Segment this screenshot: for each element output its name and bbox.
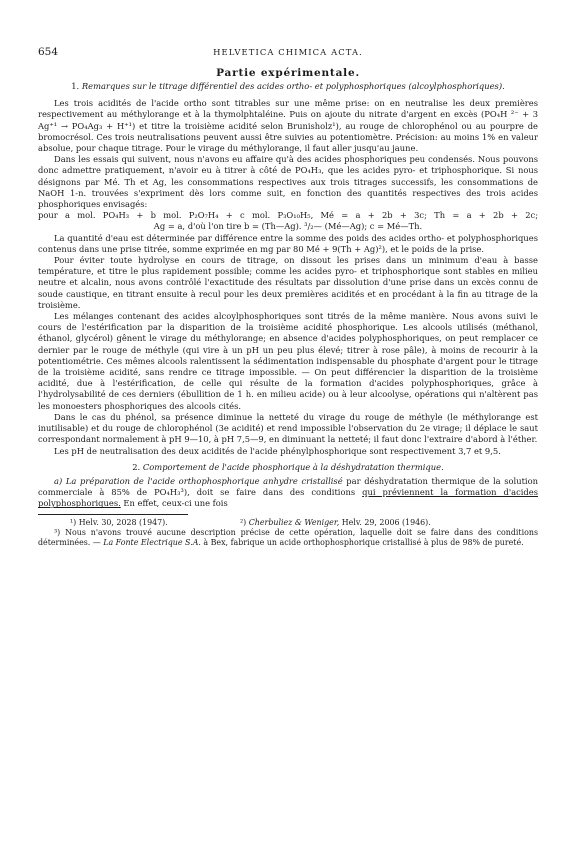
subsection-1-title: Remarques sur le titrage différentiel des acides ortho- et polyphosphoriques (alcoylphosphoriques). [81,81,505,91]
footnote-3-text-2: à Bex, fabrique un acide orthophosphorique cristallisé à plus de 98% de pureté. [203,538,524,548]
paragraph: Les mélanges contenant des acides alcoylphosphoriques sont titrés de la même manière. Nous avons suivi le cours de l'estérification par la disparition de la troisième acidité phosphorique. Les alcools utilisés (méthanol, éthanol, glycérol) gênent le virage du méthylorange; en absence d'acides polyphosphoriques, on peut remplacer ce dernier par le rouge de méthyle (qui vire à un pH un peu plus élevé; titrer à rose pâle), à moins de recourir à la potentiométrie. Ces mêmes alcools ralentissent la sédimentation indispensable du phosphate d'argent pour le titrage de la troisième acidité, sans rendre ce titrage impossible. — On peut différencier la disparition de la troisième acidité, due à l'estérification, de celle qui résulte de la formation d'acides polyphosphoriques, grâce à l'hydrolysabilité de ces derniers (ébullition de 1 h. en milieu acide) ou à leur alcoolyse, opérations qui n'altèrent pas les monoesters phosphoriques des alcools cités. [38,311,538,411]
article-body [38,66,538,549]
footnote-2-author: Cherbuliez & Weniger, [248,517,340,527]
paragraph: Les trois acidités de l'acide ortho sont titrables sur une même prise: on en neutralise les deux premières respectivement au méthylorange et à la thymolphtaléine. Puis on ajoute du nitrate d'argent en excès (PO₄H ²⁻ + 3 Ag⁺¹ → PO₄Ag₃ + H⁺¹) et titre la troisième acidité selon Brunisholz¹), au rouge de chlorophénol ou au pourpre de bromocrésol. Ces trois neutralisations peuvent aussi être suivies au potentiomètre. Précision: au moins 1% en valeur absolue, pour chaque titrage. Pour le virage du méthylorange, il faut aller jusqu'au jaune. [38,98,538,154]
footnote-rule [38,514,188,515]
section-title: Partie expérimentale. [216,67,360,79]
paragraph: Dans les essais qui suivent, nous n'avons eu affaire qu'à des acides phosphoriques peu condensés. Nous pouvons donc admettre pratiquement, n'avoir eu à titrer à côté de PO₄H₃, que les acides pyro- et triphosphorique. Si nous désignons par Mé. Th et Ag, les consommations respectives aux trois titrages successifs, les consommations de NaOH 1-n. trouvées s'expriment dès lors comme suit, en fonction des quantités respectives des trois acides phosphoriques envisagés: [38,154,538,210]
equation-line: Ag = a, d'où l'on tire b = (Th—Ag). ³/₂— (Mé—Ag); c = Mé—Th. [153,221,423,232]
paragraph: Les pH de neutralisation des deux acidités de l'acide phénylphosphorique sont respectivement 3,7 et 9,5. [54,445,501,456]
subsection-1-number: 1. [71,81,80,91]
journal-title: HELVETICA CHIMICA ACTA. [213,47,363,57]
paragraph-a-tail: En effet, ceux-ci une fois [120,498,228,509]
footnote-2 [224,518,538,528]
paragraph-a-underlined: qui préviennent la formation d'acides polyphosphoriques. [38,487,538,509]
footnotes-1-2 [38,518,538,528]
equation-line: pour a mol. PO₄H₃ + b mol. P₂O₇H₄ + c mol. P₃O₁₀H₅, Mé = a + 2b + 3c; Th = a + 2b + 2c; [38,210,538,221]
paragraph-a [38,476,538,510]
footnote-2-text: Helv. 29, 2006 (1946). [341,517,431,527]
footnote-2-mark: ²) [240,517,247,527]
running-header [38,46,538,60]
subsection-1-heading [64,81,512,92]
footnote-1-text: Helv. 30, 2028 (1947). [78,517,168,527]
footnote-1 [38,518,224,528]
subsection-2-number: 2. [132,461,141,472]
paragraph-a-text: par déshydratation thermique de la solution commerciale à 85% de PO₄H₃³), doit se faire dans des conditions [38,475,539,498]
footnote-1-mark: ¹) [70,517,77,527]
footnote-3-company: La Fonte Electrique S.A. [103,538,201,548]
footnote-3-text: Nous n'avons trouvé aucune description précise de cette opération, laquelle doit se faire dans des conditions déterminées. — [38,527,539,548]
paragraph: La quantité d'eau est déterminée par différence entre la somme des poids des acides ortho- et polyphosphoriques contenus dans une prise titrée, somme exprimée en mg par 80 Mé + 9(Th + Ag)²), et le poids de la prise. [38,232,538,254]
paragraph-a-label: a) La préparation de l'acide orthophosphorique anhydre cristallisé [54,475,343,486]
footnote-3-mark: ³) [54,527,61,537]
subsection-2-heading [38,462,538,473]
page-number: 654 [38,46,59,58]
paragraph: Dans le cas du phénol, sa présence diminue la netteté du virage du rouge de méthyle (le méthylorange est inutilisable) et du rouge de chlorophénol (3e acidité) et rend impossible l'observation du 2e virage; il déplace le saut correspondant normalement à pH 9—10, à pH 7,5—9, en diminuant la netteté; il faut donc l'extraire d'abord à l'éther. [38,411,538,445]
paragraph: Pour éviter toute hydrolyse en cours de titrage, on dissout les prises dans un minimum d'eau à basse température, et titre le plus rapidement possible; comme les acides pyro- et triphosphorique sont stables en milieu neutre et alcalin, nous avons contrôlé l'exactitude des résultats par dissolution d'une prise dans un excès connu de soude caustique, en titrant ensuite à recul pour les deux premières acidités et en procédant à la fin au titrage de la troisième. [38,255,538,310]
subsection-2-title: Comportement de l'acide phosphorique à la déshydratation thermique. [142,461,444,472]
footnote-3 [38,528,538,549]
